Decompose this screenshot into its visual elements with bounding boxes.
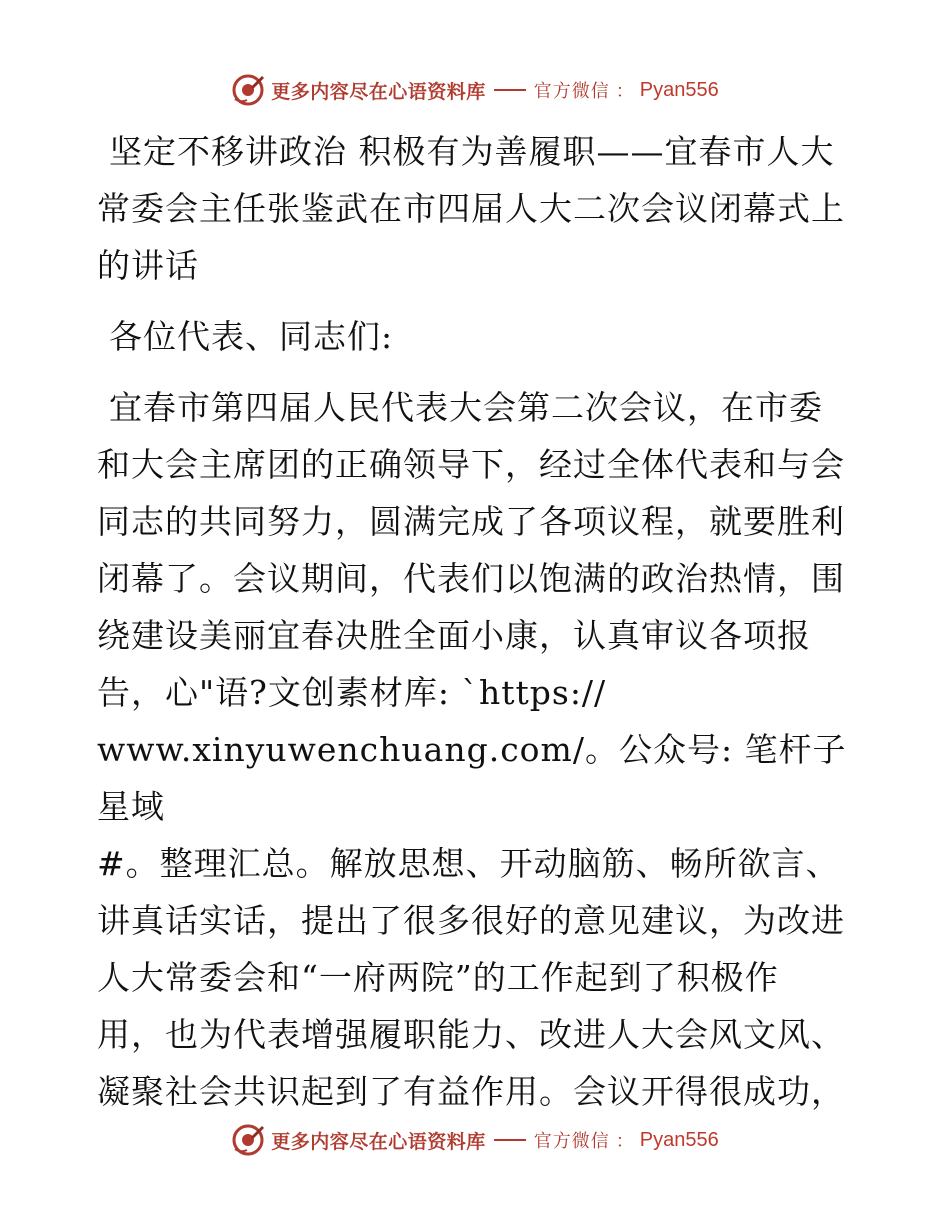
watermark-colon: ：: [615, 81, 634, 102]
paragraph-line: 用，也为代表增强履职能力、改进人大会风文风、: [97, 1015, 845, 1054]
paragraph-line: 宜春市第四届人民代表大会第二次会议，在市委: [109, 388, 823, 427]
document-body: [97, 123, 857, 1120]
paragraph-line: 闭幕了。会议期间，代表们以饱满的政治热情，围: [97, 559, 845, 598]
watermark-dash: [494, 1139, 526, 1141]
paragraph-line: 凝聚社会共识起到了有益作用。会议开得很成功，: [97, 1072, 845, 1111]
footer-watermark: [0, 1120, 950, 1160]
paragraph-line: www.xinyuwenchuang.com/。公众号: 笔杆子星域: [97, 730, 847, 826]
paragraph-line: #。整理汇总。解放思想、开动脑筋、畅所欲言、: [97, 844, 840, 883]
header-watermark: [0, 70, 950, 110]
paragraph-line: 讲真话实话，提出了很多很好的意见建议，为改进: [97, 901, 845, 940]
watermark-colon: ：: [615, 1131, 634, 1152]
document-greeting: 各位代表、同志们:: [109, 317, 394, 356]
paragraph-line: 同志的共同努力，圆满完成了各项议程，就要胜利: [97, 502, 845, 541]
watermark-official-label: 官方微信: [533, 1131, 610, 1152]
pen-circle-logo-icon: [231, 73, 265, 107]
pen-circle-logo-icon: [231, 1123, 265, 1157]
paragraph-line: 绕建设美丽宜春决胜全面小康，认真审议各项报: [97, 616, 811, 655]
watermark-text: 更多内容尽在心语资料库: [271, 80, 486, 103]
watermark-wechat-id: Pyan556: [639, 1128, 719, 1151]
watermark-dash: [494, 89, 526, 91]
paragraph-line: 告，心"语?文创素材库: `https://: [97, 673, 607, 712]
watermark-wechat-id: Pyan556: [639, 78, 719, 101]
paragraph-line: 人大常委会和“一府两院”的工作起到了积极作: [97, 958, 779, 997]
document-paragraph: [97, 379, 857, 1120]
document-title: 坚定不移讲政治 积极有为善履职——宜春市人大常委会主任张鉴武在市四届人大二次会议闭幕式上的讲话: [97, 132, 845, 285]
watermark-text: 更多内容尽在心语资料库: [271, 1130, 486, 1153]
paragraph-line: 和大会主席团的正确领导下，经过全体代表和与会: [97, 445, 845, 484]
watermark-official-label: 官方微信: [533, 81, 610, 102]
